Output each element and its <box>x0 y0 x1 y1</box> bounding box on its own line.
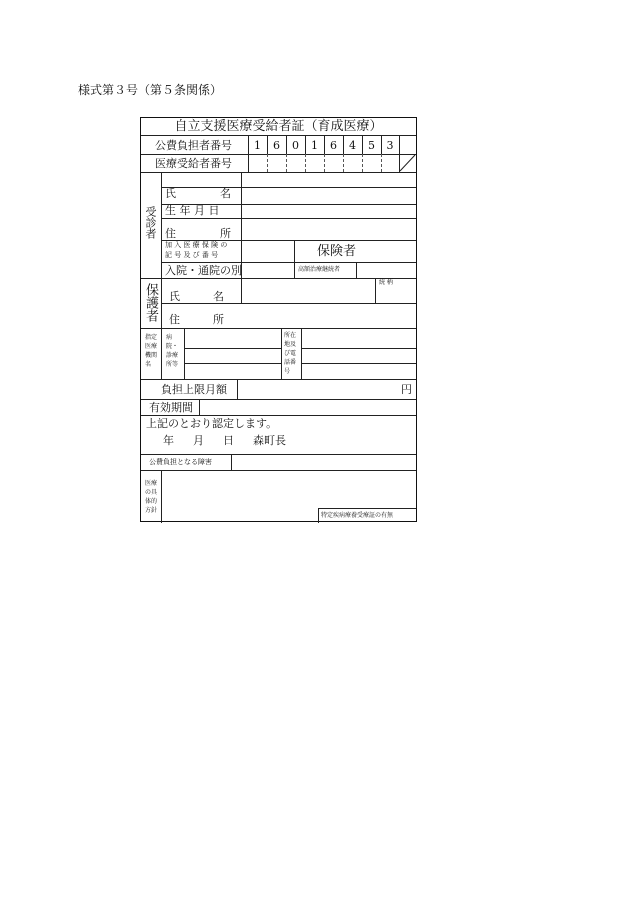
form-title: 自立支援医療受給者証（育成医療） <box>174 119 383 134</box>
payer-digit: 6 <box>273 139 280 152</box>
guardian-address-label: 住 所 <box>169 313 224 326</box>
patient-dob-label: 生 年 月 日 <box>165 204 220 217</box>
patient-section-label: 受診者 <box>144 206 157 239</box>
payer-digit: 1 <box>311 139 318 152</box>
disability-label: 公費負担となる障害 <box>149 458 212 466</box>
yen-unit: 円 <box>401 383 412 396</box>
hospital-clinic-label: 病院・診療所等 <box>166 334 179 368</box>
monthly-limit-label: 負担上限月額 <box>161 383 227 396</box>
payer-digit: 3 <box>386 139 394 152</box>
payer-digit: 5 <box>368 139 375 152</box>
guardian-name-label: 氏 名 <box>169 290 224 303</box>
relationship-label: 続 柄 <box>379 279 393 286</box>
diagonal-slash <box>399 154 416 172</box>
treatment-policy-label: 医療の具体的方針 <box>145 480 158 514</box>
patient-address-label: 住 所 <box>165 227 231 240</box>
certification-statement: 上記のとおり認定します。 <box>146 417 278 430</box>
cert-day: 日 <box>223 434 234 447</box>
insurance-label-line2: 記 号 及 び 番 号 <box>165 251 219 259</box>
cert-year: 年 <box>163 434 174 447</box>
insurer-label: 保険者 <box>317 244 357 259</box>
payer-digit: 0 <box>292 139 299 152</box>
issuer-name: 森町長 <box>253 434 286 447</box>
designated-institution-label: 指定医療機関名 <box>145 334 158 368</box>
insurance-label-line1: 加 入 医 療 保 険 の <box>165 241 228 249</box>
validity-period-label: 有効期間 <box>149 401 193 414</box>
payer-digit: 1 <box>254 139 261 152</box>
form-number-label: 様式第３号（第５条関係） <box>78 83 223 97</box>
inpatient-outpatient-label: 入院・通院の別 <box>165 264 242 277</box>
location-phone-label: 所在地及び電話番号 <box>284 332 297 375</box>
high-cost-continuing-label: 高額治療継続者 <box>298 266 341 273</box>
specific-disease-certificate-label: 特定疾病療養受療証の有無 <box>321 512 394 519</box>
public-payer-number-label: 公費負担者番号 <box>155 139 232 152</box>
certificate-form <box>140 117 417 522</box>
patient-name-label: 氏 名 <box>165 187 231 200</box>
payer-digit: 4 <box>349 139 356 152</box>
guardian-section-label: 保護者 <box>143 283 158 322</box>
payer-digit: 6 <box>330 139 337 152</box>
cert-month: 月 <box>193 434 204 447</box>
recipient-number-label: 医療受給者番号 <box>155 157 232 170</box>
